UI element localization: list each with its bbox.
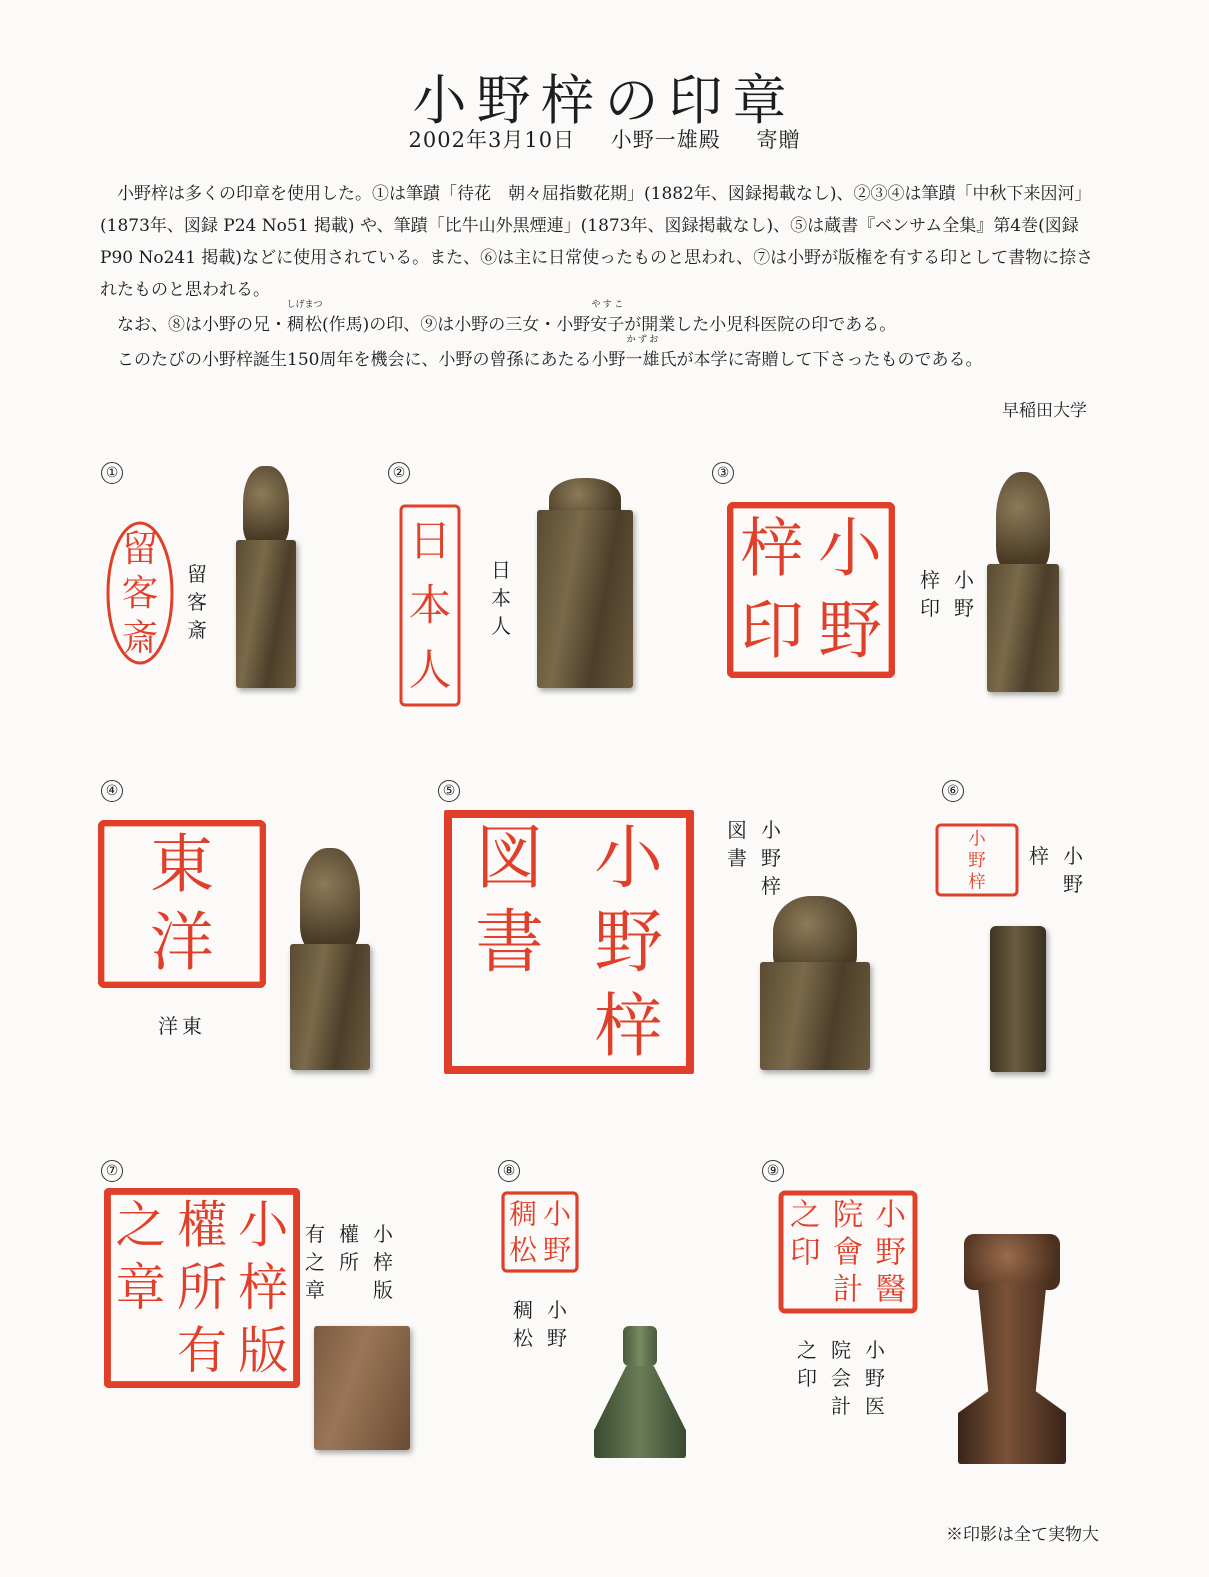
label-char: 有 xyxy=(305,1222,325,1246)
label-char: 梓 xyxy=(373,1250,393,1274)
label-char: 斎 xyxy=(187,618,207,642)
label-char: 章 xyxy=(305,1278,325,1302)
seal-label-8 xyxy=(512,1296,568,1352)
label-char: 松 xyxy=(513,1326,533,1350)
label-char: 小 xyxy=(954,568,974,592)
impression-char: 有 xyxy=(176,1320,228,1380)
text-run: なお、⑧は小野の兄・ xyxy=(117,315,287,335)
label-char: 小 xyxy=(865,1338,885,1362)
impression-char: 院 xyxy=(832,1198,864,1234)
impression-char: 權 xyxy=(176,1195,228,1255)
impression-char: 版 xyxy=(238,1320,289,1380)
seal-impression-3 xyxy=(727,502,895,678)
label-char: 本 xyxy=(491,586,511,610)
label-char: 客 xyxy=(187,590,207,614)
ruby-base: 安子 xyxy=(590,315,625,335)
donor-name: 小野一雄殿 xyxy=(610,128,721,152)
signature: 早稲田大学 xyxy=(1002,401,1087,421)
text-run: このたびの小野梓誕生150周年を機会に、小野の曾孫にあたる小野 xyxy=(117,350,626,370)
seal-label-5 xyxy=(726,816,782,900)
seal-impression-4 xyxy=(98,820,266,988)
impression-char: 洋 xyxy=(150,906,214,981)
page-title: 小野梓の印章 xyxy=(412,69,797,132)
seal-number-4: ④ xyxy=(101,780,123,802)
label-char: 医 xyxy=(865,1394,885,1418)
seal-impression-6 xyxy=(934,822,1020,898)
impression-char: 之 xyxy=(115,1195,166,1255)
impression-char: 小 xyxy=(818,512,882,587)
impression-char: 客 xyxy=(121,571,159,615)
label-column xyxy=(919,566,941,622)
seal-object-9 xyxy=(958,1234,1066,1464)
impression-char: 梓 xyxy=(740,512,804,587)
label-column xyxy=(953,566,975,622)
seal-number-1: ① xyxy=(101,462,123,484)
impression-svg xyxy=(398,503,462,708)
seal-number-2: ② xyxy=(388,462,410,484)
impression-char: 留 xyxy=(121,526,159,570)
label-char: 所 xyxy=(339,1250,359,1274)
label-char: 印 xyxy=(920,596,940,620)
intro-paragraph-3 xyxy=(100,335,1100,376)
seal-impression-2 xyxy=(398,503,462,708)
label-char: 図 xyxy=(727,818,747,842)
seal-impression-5 xyxy=(444,810,694,1074)
label-column xyxy=(760,816,782,900)
label-column xyxy=(796,1336,818,1420)
impression-svg xyxy=(778,1190,918,1314)
impression-char: 野 xyxy=(818,594,882,669)
footnote: ※印影は全て実物大 xyxy=(946,1525,1099,1545)
impression-char: 梓 xyxy=(968,872,986,893)
seal-number-6: ⑥ xyxy=(942,780,964,802)
label-char: 計 xyxy=(831,1394,851,1418)
label-char: 小 xyxy=(547,1298,567,1322)
impression-char: 小 xyxy=(594,818,663,899)
label-char: 梓 xyxy=(1029,844,1049,868)
label-char: 梓 xyxy=(761,874,781,898)
impression-char: 小 xyxy=(238,1195,289,1255)
label-column xyxy=(186,560,208,644)
label-char: 野 xyxy=(954,596,974,620)
impression-char: 人 xyxy=(408,645,452,696)
seal-number-3: ③ xyxy=(712,462,734,484)
label-char: 小 xyxy=(1063,844,1083,868)
impression-svg xyxy=(727,502,895,678)
label-column xyxy=(864,1336,886,1420)
seal-object-2 xyxy=(537,478,633,688)
donation-word: 寄贈 xyxy=(756,128,801,152)
seal-object-6 xyxy=(990,926,1046,1072)
impression-char: 書 xyxy=(475,902,544,983)
impression-svg xyxy=(444,810,694,1074)
seal-label-4: 洋東 xyxy=(158,1014,206,1038)
text-run: 氏が本学に寄贈して下さったものである。 xyxy=(659,350,983,370)
impression-char: 小 xyxy=(875,1198,906,1234)
intro-paragraph-2 xyxy=(100,300,1100,341)
seal-object-4 xyxy=(290,848,370,1070)
impression-svg xyxy=(104,1188,300,1388)
label-column xyxy=(1062,842,1084,898)
impression-char: 野 xyxy=(875,1235,906,1271)
impression-char: 日 xyxy=(408,516,452,567)
impression-char: 印 xyxy=(740,594,804,669)
label-char: 野 xyxy=(865,1366,885,1390)
seal-number-7: ⑦ xyxy=(101,1160,123,1182)
label-char: 之 xyxy=(797,1338,817,1362)
impression-char: 小 xyxy=(968,829,986,850)
intro-text xyxy=(100,178,1100,376)
label-char: 人 xyxy=(491,614,511,638)
seal-impression-8 xyxy=(500,1190,580,1274)
impression-char: 梓 xyxy=(238,1258,289,1318)
text-run: (作馬)の印、⑨は小野の三女・小野 xyxy=(322,315,591,335)
seal-label-6 xyxy=(1028,842,1084,898)
label-char: 小 xyxy=(761,818,781,842)
seal-object-7 xyxy=(314,1326,410,1450)
seal-number-8: ⑧ xyxy=(498,1160,520,1182)
impression-char: 稠 xyxy=(509,1197,537,1231)
seal-number-5: ⑤ xyxy=(438,780,460,802)
donation-date: 2002年3月10日 xyxy=(408,128,576,152)
label-column xyxy=(512,1296,534,1352)
label-char: 之 xyxy=(305,1250,325,1274)
impression-svg xyxy=(934,822,1020,898)
impression-char: 印 xyxy=(790,1235,821,1271)
impression-char: 図 xyxy=(475,818,544,899)
impression-char: 所 xyxy=(176,1258,228,1318)
ruby-base: 一雄 xyxy=(625,350,660,370)
ruby-text: やすこ xyxy=(590,300,625,310)
text-run: が開業した小児科医院の印である。 xyxy=(624,315,897,335)
seal-object-3 xyxy=(987,472,1059,692)
ruby-base: 稠松 xyxy=(286,315,323,335)
seal-object-1 xyxy=(236,466,296,688)
seal-object-8 xyxy=(594,1326,686,1458)
seal-label-3 xyxy=(919,566,975,622)
seal-impression-1 xyxy=(105,520,175,666)
label-column xyxy=(1028,842,1050,898)
ruby-text: しげまつ xyxy=(286,300,323,310)
seal-impression-7 xyxy=(104,1188,300,1388)
seal-label-7 xyxy=(304,1220,394,1304)
seal-impression-9 xyxy=(778,1190,918,1314)
ruby-text: かずお xyxy=(625,335,660,345)
impression-svg xyxy=(500,1190,580,1274)
label-column xyxy=(304,1220,326,1304)
impression-char: 松 xyxy=(509,1233,537,1267)
impression-char: 野 xyxy=(543,1233,571,1267)
seal-label-1 xyxy=(186,560,208,644)
impression-char: 野 xyxy=(968,850,986,871)
impression-char: 斎 xyxy=(121,616,159,660)
impression-char: 本 xyxy=(408,580,452,631)
impression-char: 之 xyxy=(790,1198,821,1234)
intro-paragraph-1: 小野梓は多くの印章を使用した。①は筆蹟「待花 朝々屈指數花期」(1882年、図録掲載なし)、②③④は筆蹟「中秋下来因河」(1873年、図録 P24 No51 掲載) や、筆蹟「比牛山外黒煙連」(1873年、図録掲載なし)、⑤は蔵書『ベンサム全集』第4巻(図録 P90 No241 掲載)などに使用されている。また、⑥は主に日常使ったものと思われ、⑦は小野が版権を有する印として書物に捺されたものと思われる。 xyxy=(100,184,1094,300)
label-column xyxy=(726,816,748,900)
label-column xyxy=(490,556,512,640)
impression-char: 梓 xyxy=(594,986,663,1067)
label-char: 野 xyxy=(761,846,781,870)
seal-label-9 xyxy=(796,1336,886,1420)
impression-char: 東 xyxy=(150,828,214,903)
impression-char: 會 xyxy=(832,1235,864,1271)
label-char: 印 xyxy=(797,1366,817,1390)
label-char: 梓 xyxy=(920,568,940,592)
label-char: 日 xyxy=(491,558,511,582)
label-column xyxy=(372,1220,394,1304)
label-column xyxy=(546,1296,568,1352)
label-char: 院 xyxy=(831,1338,851,1362)
label-char: 權 xyxy=(339,1222,359,1246)
label-char: 版 xyxy=(373,1278,393,1302)
seal-number-9: ⑨ xyxy=(762,1160,784,1182)
impression-svg xyxy=(105,520,175,666)
donation-line xyxy=(0,124,1209,154)
seal-object-5 xyxy=(760,896,870,1070)
impression-char: 章 xyxy=(115,1258,166,1318)
impression-char: 計 xyxy=(832,1272,864,1308)
label-char: 野 xyxy=(1063,872,1083,896)
label-char: 留 xyxy=(187,562,207,586)
label-column xyxy=(338,1220,360,1304)
impression-char: 小 xyxy=(543,1197,571,1231)
label-column xyxy=(830,1336,852,1420)
label-char: 小 xyxy=(373,1222,393,1246)
impression-char: 野 xyxy=(594,902,663,983)
label-char: 会 xyxy=(831,1366,851,1390)
impression-char: 醫 xyxy=(875,1272,906,1308)
impression-svg xyxy=(98,820,266,988)
label-char: 書 xyxy=(727,846,747,870)
label-char: 野 xyxy=(547,1326,567,1350)
seal-label-2 xyxy=(490,556,512,640)
label-char: 稠 xyxy=(513,1298,533,1322)
